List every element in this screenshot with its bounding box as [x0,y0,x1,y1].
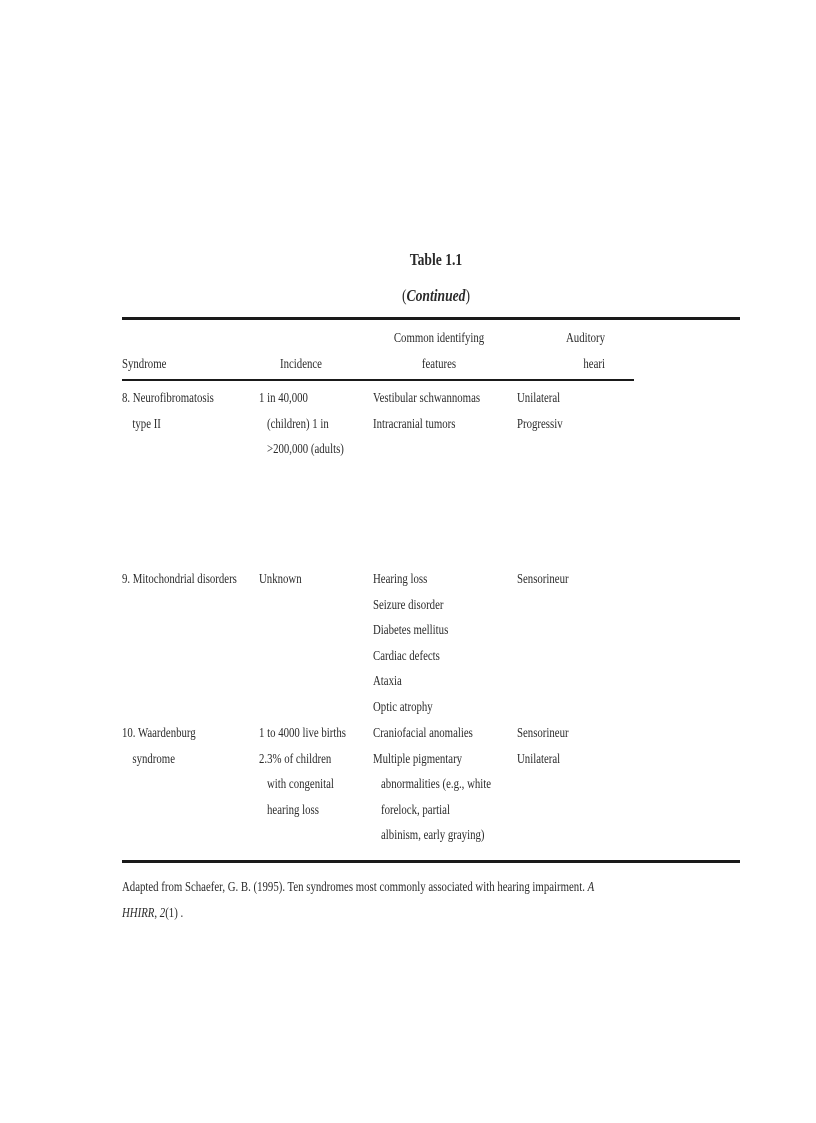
row-9-auditory: Sensorineur [517,571,569,586]
header-syndrome: Syndrome [122,356,167,371]
footnote: Adapted from Schaefer, G. B. (1995). Ten syndromes most commonly associated with hearing impairment. A HHIRR, 2(1) . [122,879,595,920]
header-rule [122,379,634,381]
header-auditory: Auditory heari [566,330,605,371]
row-10-auditory: Sensorineur Unilateral [517,725,569,766]
row-8-features: Vestibular schwannomas Intracranial tumors [373,390,481,431]
row-10-features: Craniofacial anomalies Multiple pigmentary abnormalities (e.g., white forelock, partial albinism, early graying) [373,725,492,842]
row-8-auditory: Unilateral Progressiv [517,390,563,431]
top-rule [122,317,740,320]
header-incidence: Incidence [280,356,322,371]
row-10-incidence: 1 to 4000 live births 2.3% of children with congenital hearing loss [259,725,346,817]
table-title: Table 1.1 [409,250,463,269]
row-8-syndrome: 8. Neurofibromatosis type II [122,390,214,431]
row-9-syndrome: 9. Mitochondrial disorders [122,571,237,586]
row-9-incidence: Unknown [259,571,302,586]
row-8-incidence: 1 in 40,000 (children) 1 in >200,000 (adults) [259,390,344,456]
header-features: Common identifying features [393,330,485,371]
row-10-syndrome: 10. Waardenburg syndrome [122,725,196,766]
bottom-rule [122,860,740,863]
table-subtitle: (Continued) [401,286,471,305]
row-9-features: Hearing loss Seizure disorder Diabetes mellitus Cardiac defects Ataxia Optic atrophy [373,571,449,714]
